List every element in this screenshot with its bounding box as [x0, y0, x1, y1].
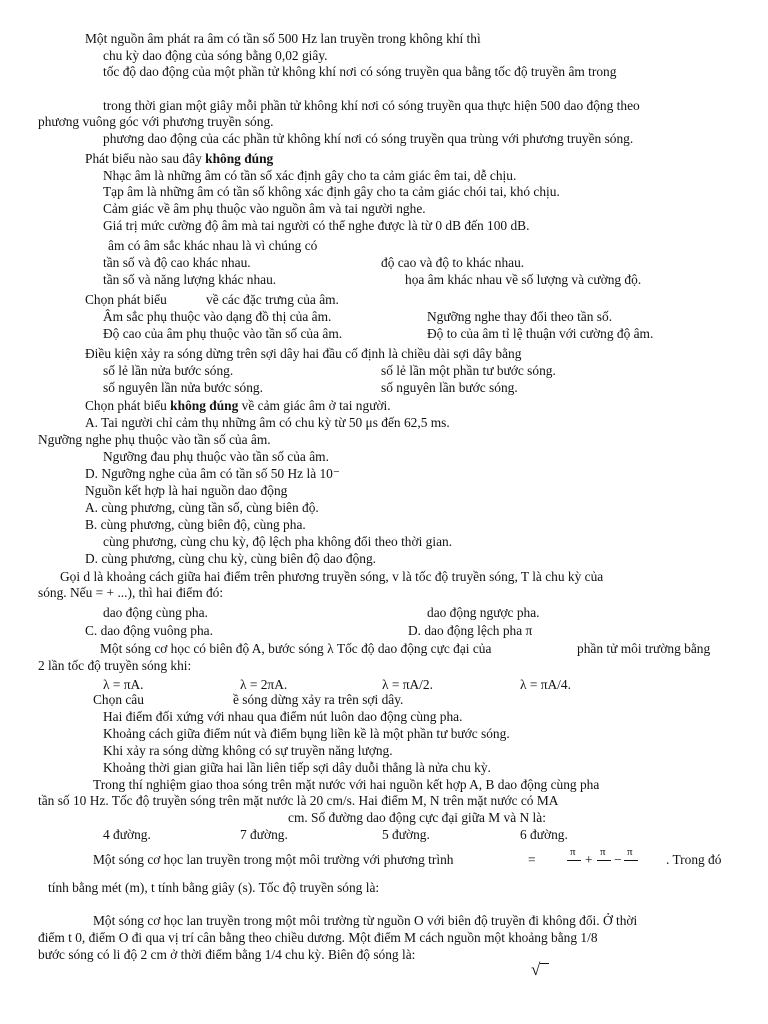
q10-stem-cont: ề sóng dừng xảy ra trên sợi dây.	[233, 692, 404, 707]
fraction-bar	[567, 860, 581, 861]
q9-stem-cont: 2 lần tốc độ truyền sóng khi:	[38, 658, 192, 673]
q2-option: Giá trị mức cường độ âm mà tai người có thể nghe được là từ 0 dB đến 100 dB.	[103, 218, 530, 233]
q4-option: Âm sắc phụ thuộc vào dạng đồ thị của âm.	[103, 309, 332, 324]
q11-option: 6 đường.	[520, 827, 568, 842]
q6-option: Ngưỡng nghe phụ thuộc vào tần số của âm.	[38, 432, 271, 447]
sqrt-overline	[540, 963, 549, 964]
q10-option: Hai điểm đối xứng với nhau qua điểm nút luôn dao động cùng pha.	[103, 709, 463, 724]
q3-option: họa âm khác nhau về số lượng và cường độ.	[405, 272, 642, 287]
q10-stem: Chọn câu	[93, 692, 144, 707]
q1-option: tốc độ dao động của một phần tử không khí nơi có sóng truyền qua bằng tốc độ truyền âm trong	[103, 64, 617, 79]
q6-stem-tail: về cảm giác âm ở tai người.	[238, 398, 391, 413]
q6-option: A. Tai người chỉ cảm thụ những âm có chu kỳ từ 50 μs đến 62,5 ms.	[85, 415, 450, 430]
q1-option: trong thời gian một giây mỗi phần tử không khí nơi có sóng truyền qua thực hiện 500 dao động theo	[103, 98, 640, 113]
q12-stem-tail: . Trong đó	[666, 852, 722, 867]
q12-stem-cont: tính bằng mét (m), t tính bằng giây (s). Tốc độ truyền sóng là:	[48, 880, 380, 895]
q4-option: Độ cao của âm phụ thuộc vào tần số của âm.	[103, 326, 343, 341]
q11-stem-cont: tần số 10 Hz. Tốc độ truyền sóng trên mặt nước là 20 cm/s. Hai điểm M, N trên mặt nước có MA	[38, 793, 559, 808]
q4-stem-cont: về các đặc trưng của âm.	[206, 292, 339, 307]
equation-plus: +	[585, 852, 593, 867]
equation-pi-numerator: π	[600, 846, 606, 858]
q11-stem-cont: cm. Số đường dao động cực đại giữa M và N là:	[288, 810, 546, 825]
q11-option: 4 đường.	[103, 827, 151, 842]
q8-stem-cont: sóng. Nếu = + ...), thì hai điểm đó:	[38, 585, 224, 600]
q1-option: chu kỳ dao động của sóng bằng 0,02 giây.	[103, 48, 328, 63]
q9-option: λ = πA/2.	[382, 677, 433, 692]
q5-stem: Điều kiện xảy ra sóng dừng trên sợi dây hai đầu cố định là chiều dài sợi dây bằng	[85, 346, 522, 361]
q7-stem: Nguồn kết hợp là hai nguồn dao động	[85, 483, 288, 498]
q10-option: Khoảng cách giữa điểm nút và điểm bụng liền kề là một phần tư bước sóng.	[103, 726, 510, 741]
q8-option: dao động cùng pha.	[103, 605, 208, 620]
fraction-bar	[597, 860, 611, 861]
q8-option: dao động ngược pha.	[427, 605, 540, 620]
q7-option: B. cùng phương, cùng biên độ, cùng pha.	[85, 517, 306, 532]
q10-option: Khi xảy ra sóng dừng không có sự truyền năng lượng.	[103, 743, 393, 758]
q11-stem: Trong thí nghiệm giao thoa sóng trên mặt nước với hai nguồn kết hợp A, B dao động cùng pha	[93, 777, 600, 792]
equation-equals: =	[528, 852, 536, 867]
q2-option: Tạp âm là những âm có tần số không xác định gây cho ta cảm giác chói tai, khó chịu.	[103, 184, 560, 199]
equation-pi-numerator: π	[570, 846, 576, 858]
equation-pi-numerator: π	[627, 846, 633, 858]
q9-option: λ = 2πA.	[240, 677, 288, 692]
q2-stem-emphasis: không đúng	[205, 151, 274, 166]
q10-option: Khoảng thời gian giữa hai lần liên tiếp sợi dây duỗi thẳng là nửa chu kỳ.	[103, 760, 491, 775]
q2-stem	[85, 151, 273, 167]
q1-stem: Một nguồn âm phát ra âm có tần số 500 Hz lan truyền trong không khí thì	[85, 31, 481, 46]
q3-option: tần số và độ cao khác nhau.	[103, 255, 251, 270]
q7-option: D. cùng phương, cùng chu kỳ, cùng biên độ dao động.	[85, 551, 377, 566]
q8-option: C. dao động vuông pha.	[85, 623, 213, 638]
q11-option: 5 đường.	[382, 827, 430, 842]
q9-option: λ = πA.	[103, 677, 144, 692]
q8-option: D. dao động lệch pha π	[408, 623, 533, 638]
q9-option: λ = πA/4.	[520, 677, 571, 692]
q5-option: số nguyên lần nửa bước sóng.	[103, 380, 263, 395]
q4-option: Ngưỡng nghe thay đổi theo tần số.	[427, 309, 613, 324]
equation-minus: −	[614, 852, 622, 867]
q11-option: 7 đường.	[240, 827, 288, 842]
q2-stem-text: Phát biểu nào sau đây	[85, 151, 206, 166]
q7-option: A. cùng phương, cùng tần số, cùng biên độ.	[85, 500, 319, 515]
q1-option: phương dao động của các phần tử không khí nơi có sóng truyền qua trùng với phương truyền sóng.	[103, 131, 634, 146]
q6-stem-text: Chọn phát biểu	[85, 398, 171, 413]
q12-stem: Một sóng cơ học lan truyền trong một môi trường với phương trình	[93, 852, 454, 867]
q5-option: số lẻ lần nửa bước sóng.	[103, 363, 234, 378]
q5-option: số lẻ lần một phần tư bước sóng.	[381, 363, 556, 378]
fraction-bar	[624, 860, 638, 861]
q6-option: Ngưỡng đau phụ thuộc vào tần số của âm.	[103, 449, 329, 464]
q8-stem: Gọi d là khoảng cách giữa hai điểm trên phương truyền sóng, v là tốc độ truyền sóng, T là chu kỳ của	[60, 569, 604, 584]
q6-stem-emphasis: không đúng	[170, 398, 239, 413]
q13-stem-cont: điểm t 0, điểm O đi qua vị trí cân bằng theo chiều dương. Một điểm M cách nguồn một khoảng bằng 1/8	[38, 930, 598, 945]
q6-option: D. Ngưỡng nghe của âm có tần số 50 Hz là 10⁻	[85, 466, 340, 481]
q1-option-cont: phương vuông góc với phương truyền sóng.	[38, 114, 274, 129]
q3-stem: âm có âm sắc khác nhau là vì chúng có	[108, 238, 318, 253]
q2-option: Cảm giác về âm phụ thuộc vào nguồn âm và tai người nghe.	[103, 201, 426, 216]
q3-option: tần số và năng lượng khác nhau.	[103, 272, 277, 287]
q5-option: số nguyên lần bước sóng.	[381, 380, 518, 395]
sqrt-symbol: √	[531, 960, 541, 979]
q4-option: Độ to của âm tỉ lệ thuận với cường độ âm.	[427, 326, 654, 341]
q4-stem: Chọn phát biểu	[85, 292, 167, 307]
q9-stem: Một sóng cơ học có biên độ A, bước sóng λ Tốc độ dao động cực đại của	[100, 641, 492, 656]
q9-stem-cont: phần tử môi trường bằng	[577, 641, 711, 656]
q13-stem: Một sóng cơ học lan truyền trong một môi trường từ nguồn O với biên độ truyền đi không đổi. Ở thời	[93, 913, 638, 928]
q13-stem-cont: bước sóng có li độ 2 cm ở thời điểm bằng 1/4 chu kỳ. Biên độ sóng là:	[38, 947, 416, 962]
q2-option: Nhạc âm là những âm có tần số xác định gây cho ta cảm giác êm tai, dễ chịu.	[103, 168, 517, 183]
q7-option: cùng phương, cùng chu kỳ, độ lệch pha không đổi theo thời gian.	[103, 534, 453, 549]
q6-stem	[85, 398, 391, 414]
q3-option: độ cao và độ to khác nhau.	[381, 255, 525, 270]
